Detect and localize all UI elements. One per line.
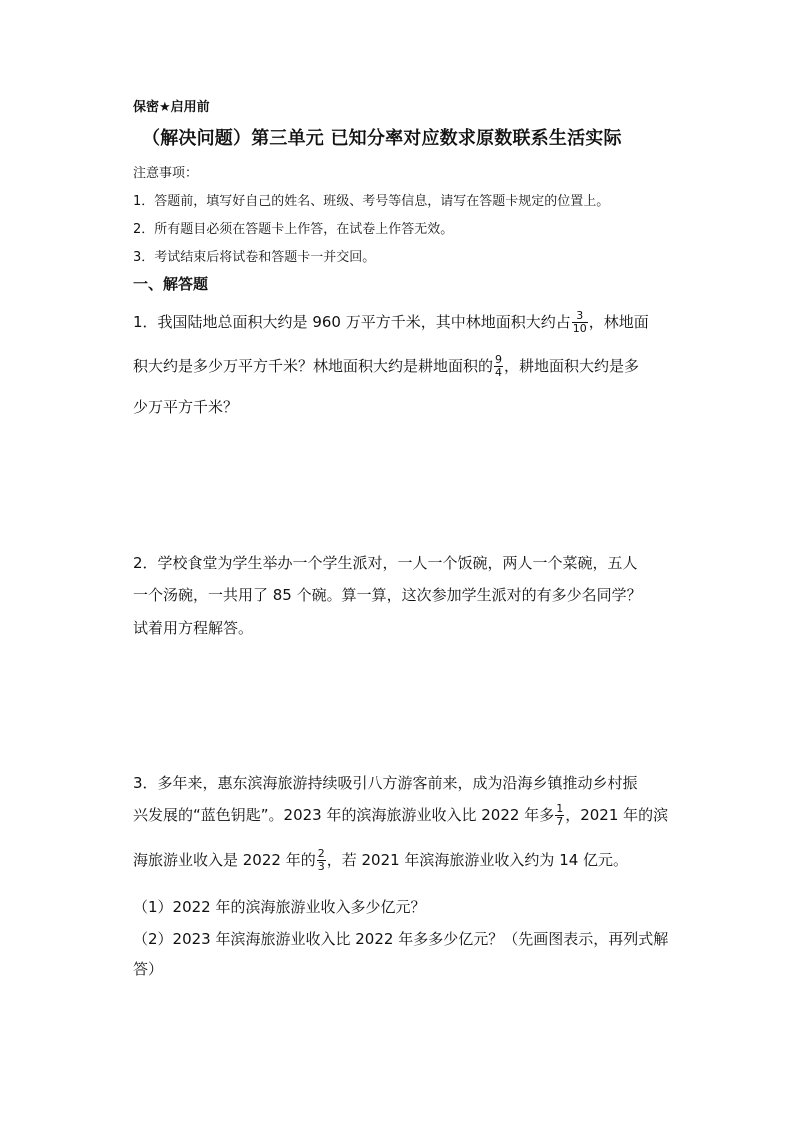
fraction-numerator: 9 bbox=[495, 353, 503, 366]
notes-heading: 注意事项： bbox=[133, 166, 199, 181]
question-3-line-2 bbox=[133, 803, 668, 828]
question-3-sub-2-cont: 答） bbox=[133, 960, 164, 978]
q1-text: ，耕地面积大约是多 bbox=[504, 357, 640, 375]
page-title: （解决问题）第三单元 已知分率对应数求原数联系生活实际 bbox=[142, 128, 622, 149]
section-title: 一、解答题 bbox=[133, 275, 209, 293]
note-item: 2．所有题目必须在答题卡上作答，在试卷上作答无效。 bbox=[133, 222, 454, 237]
fraction bbox=[555, 803, 564, 828]
question-3-sub-2: （2）2023 年滨海旅游业收入比 2022 年多多少亿元？（先画图表示，再列式解 bbox=[133, 930, 669, 948]
q3-text: ，若 2021 年滨海旅游业收入约为 14 亿元。 bbox=[326, 851, 629, 869]
question-3-line-3 bbox=[133, 848, 628, 873]
fraction-denominator: 7 bbox=[556, 815, 564, 828]
fraction-denominator: 10 bbox=[572, 322, 587, 335]
q3-text: ，2021 年的滨 bbox=[565, 806, 669, 824]
q3-text: 海旅游业收入是 2022 年的 bbox=[133, 851, 316, 869]
question-3-sub-1: （1）2022 年的滨海旅游业收入多少亿元？ bbox=[133, 898, 426, 916]
question-2-line-3: 试着用方程解答。 bbox=[133, 619, 254, 637]
q1-text: ，林地面 bbox=[588, 313, 649, 331]
fraction-numerator: 2 bbox=[317, 847, 325, 860]
question-1-line-1 bbox=[133, 310, 649, 335]
fraction bbox=[317, 848, 326, 873]
question-1-line-3: 少万平方千米？ bbox=[133, 398, 239, 416]
q3-text: 兴发展的“蓝色钥匙”。2023 年的滨海旅游业收入比 2022 年多 bbox=[133, 806, 555, 824]
fraction bbox=[572, 310, 588, 335]
fraction-numerator: 3 bbox=[576, 309, 584, 322]
fraction-numerator: 1 bbox=[556, 802, 564, 815]
fraction-denominator: 4 bbox=[495, 366, 503, 379]
confidential-label: 保密★启用前 bbox=[133, 100, 210, 115]
fraction-denominator: 3 bbox=[317, 860, 325, 873]
note-item: 1．答题前，填写好自己的姓名、班级、考号等信息，请写在答题卡规定的位置上。 bbox=[133, 194, 610, 209]
question-2-line-1: 2．学校食堂为学生举办一个学生派对，一人一个饭碗，两人一个菜碗，五人 bbox=[133, 554, 638, 572]
question-3-line-1: 3．多年来，惠东滨海旅游持续吸引八方游客前来，成为沿海乡镇推动乡村振 bbox=[133, 774, 638, 792]
question-2-line-2: 一个汤碗，一共用了 85 个碗。算一算，这次参加学生派对的有多少名同学？ bbox=[133, 586, 642, 604]
fraction bbox=[494, 354, 503, 379]
q1-text: 1．我国陆地总面积大约是 960 万平方千米，其中林地面积大约占 bbox=[133, 313, 571, 331]
q1-text: 积大约是多少万平方千米？林地面积大约是耕地面积的 bbox=[133, 357, 494, 375]
question-1-line-2 bbox=[133, 354, 639, 379]
note-item: 3．考试结束后将试卷和答题卡一并交回。 bbox=[133, 250, 376, 265]
